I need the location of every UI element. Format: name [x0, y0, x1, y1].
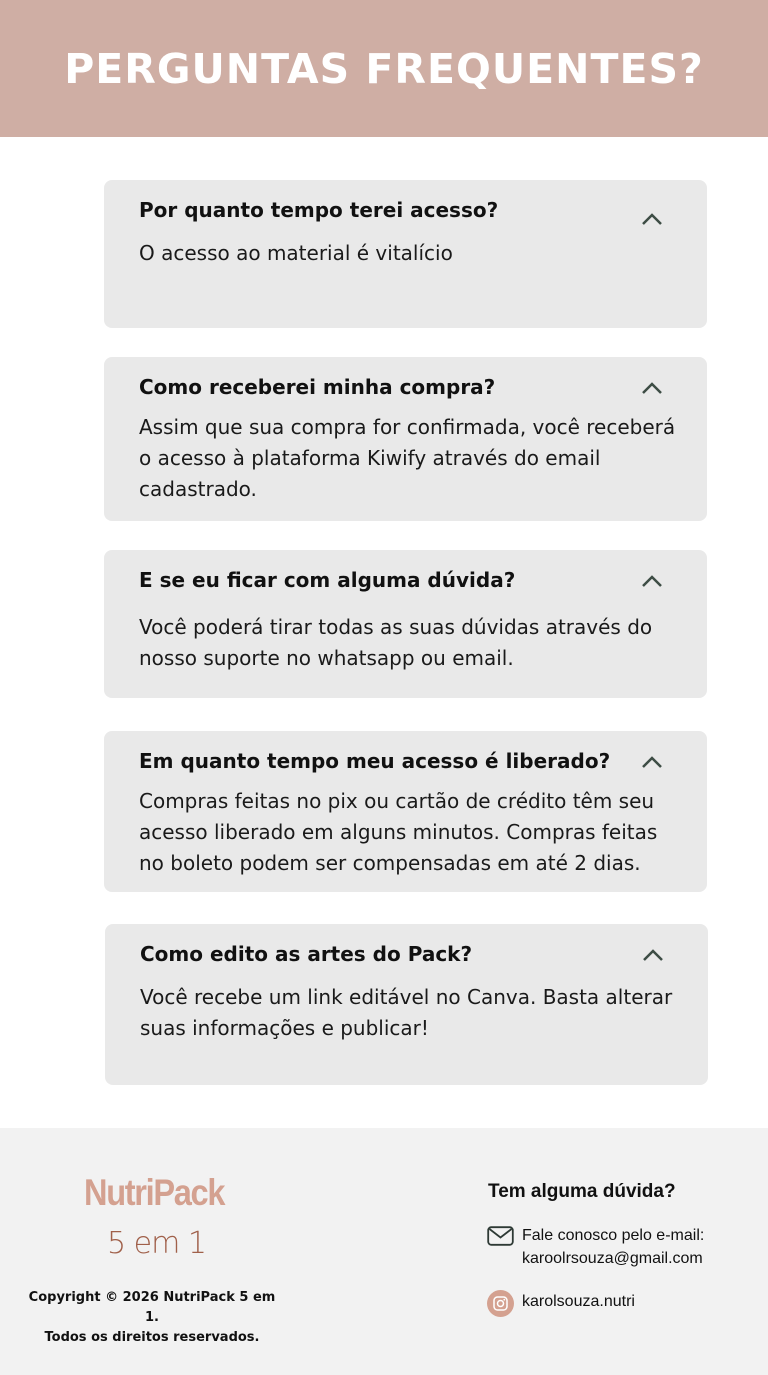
instagram-icon[interactable] [487, 1290, 514, 1317]
email-label: Fale conosco pelo e-mail: [522, 1227, 705, 1244]
copyright-line-1: Copyright © 2026 NutriPack 5 em 1. [28, 1290, 276, 1325]
faq-question: E se eu ficar com alguma dúvida? [139, 568, 516, 592]
faq-question: Como edito as artes do Pack? [140, 942, 473, 966]
faq-header [0, 0, 768, 137]
faq-question: Em quanto tempo meu acesso é liberado? [139, 749, 611, 773]
faq-answer: Você recebe um link editável no Canva. Basta alterar suas informações e publicar! [140, 985, 673, 1040]
copyright [20, 1288, 284, 1348]
chevron-up-icon[interactable] [641, 755, 663, 769]
faq-question: Como receberei minha compra? [139, 375, 496, 399]
faq-answer: O acesso ao material é vitalício [139, 241, 453, 265]
chevron-up-icon[interactable] [642, 948, 664, 962]
faq-item-2[interactable] [104, 357, 707, 521]
faq-answer: Você poderá tirar todas as suas dúvidas através do nosso suporte no whatsapp ou email. [139, 615, 653, 670]
faq-question: Por quanto tempo terei acesso? [139, 198, 499, 222]
footer [0, 1128, 768, 1375]
faq-answer: Compras feitas no pix ou cartão de crédito têm seu acesso liberado em alguns minutos. Compras feitas no boleto podem ser compensadas em até 2 dias. [139, 789, 658, 875]
email-address[interactable]: karoolrsouza@gmail.com [522, 1250, 703, 1267]
logo-nutripack: NutriPack [84, 1172, 225, 1213]
page-title: PERGUNTAS FREQUENTES? [64, 44, 704, 93]
copyright-line-2: Todos os direitos reservados. [44, 1330, 260, 1345]
mail-icon [487, 1226, 514, 1246]
faq-item-4[interactable] [104, 731, 707, 892]
chevron-up-icon[interactable] [641, 574, 663, 588]
instagram-handle[interactable]: karolsouza.nutri [522, 1293, 635, 1310]
contact-email[interactable] [522, 1224, 704, 1270]
logo-subtitle: 5 em 1 [107, 1226, 206, 1261]
faq-item-3[interactable] [104, 550, 707, 698]
chevron-up-icon[interactable] [641, 212, 663, 226]
chevron-up-icon[interactable] [641, 381, 663, 395]
faq-answer: Assim que sua compra for confirmada, você receberá o acesso à plataforma Kiwify através do email cadastrado. [139, 415, 676, 501]
faq-item-1[interactable] [104, 180, 707, 328]
contact-title: Tem alguma dúvida? [488, 1181, 676, 1202]
faq-item-5[interactable] [105, 924, 708, 1085]
